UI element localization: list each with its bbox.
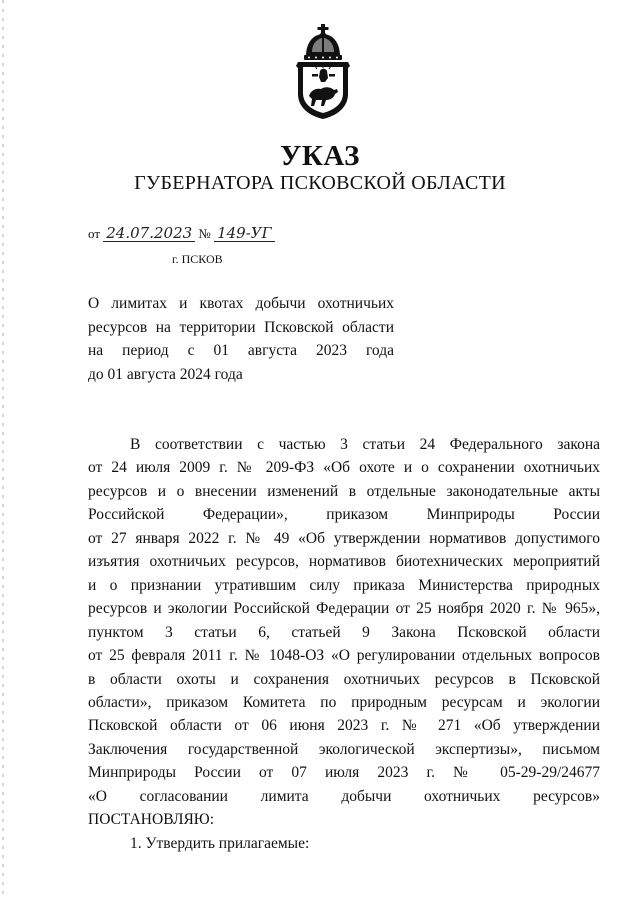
- number-label: №: [198, 226, 211, 241]
- number-field: [214, 226, 274, 242]
- body-line: Минприроды России от 07 июля 2023 г. № 05-29-29/24677: [88, 764, 600, 782]
- body-line: пунктом 3 статьи 6, статьей 9 Закона Псковской области: [88, 623, 600, 641]
- decree-title: УКАЗ: [280, 140, 360, 172]
- body-line: Российской Федерации», приказом Минприроды России: [88, 506, 600, 524]
- subject-line: до 01 августа 2024 года: [88, 365, 243, 383]
- body-line: Заключения государственной экологической экспертизы», письмом: [88, 740, 600, 758]
- body-line: в области охоты и сохранения охотничьих ресурсов в Псковской: [88, 670, 600, 688]
- body-line: ресурсов и экологии Российской Федерации от 25 ноября 2020 г. № 965»,: [88, 600, 600, 618]
- body-line: 1. Утвердить прилагаемые:: [130, 834, 310, 852]
- coat-of-arms-emblem: [290, 22, 356, 120]
- subject-line: О лимитах и квотах добычи охотничьих: [88, 295, 394, 312]
- decree-number: 149-УГ: [217, 224, 272, 242]
- date-number-line: [88, 226, 275, 242]
- body-line: области», приказом Комитета по природным ресурсам и экологии: [88, 693, 600, 711]
- body-line: и о признании утратившим силу приказа Министерства природных: [88, 576, 600, 594]
- body-line: Псковской области от 06 июня 2023 г. № 271 «Об утверждении: [88, 717, 600, 735]
- body-line: «О согласовании лимита добычи охотничьих ресурсов»: [88, 787, 600, 805]
- decree-subject: [88, 292, 394, 386]
- from-label: от: [88, 226, 101, 241]
- body-line: от 25 февраля 2011 г. № 1048-ОЗ «О регулировании отдельных вопросов: [88, 647, 600, 665]
- date-field: [103, 226, 195, 242]
- issuer-subtitle: ГУБЕРНАТОРА ПСКОВСКОЙ ОБЛАСТИ: [134, 172, 506, 194]
- decree-body: [88, 433, 600, 855]
- subject-line: на период с 01 августа 2023 года: [88, 342, 394, 359]
- subject-line: ресурсов на территории Псковской области: [88, 318, 394, 336]
- body-line: В соответствии с частью 3 статьи 24 Федерального закона: [130, 436, 600, 453]
- scan-edge: [2, 0, 4, 899]
- decree-date: 24.07.2023: [106, 224, 193, 242]
- city-label: г. ПСКОВ: [172, 252, 223, 266]
- body-line: изъятия охотничьих ресурсов, нормативов биотехнических мероприятий: [88, 553, 600, 571]
- body-line: ресурсов и о внесении изменений в отдельные законодательные акты: [88, 482, 600, 500]
- body-line: от 24 июля 2009 г. № 209-ФЗ «Об охоте и о сохранении охотничьих: [88, 459, 600, 477]
- body-line: от 27 января 2022 г. № 49 «Об утверждении нормативов допустимого: [88, 529, 600, 547]
- body-line: ПОСТАНОВЛЯЮ:: [88, 811, 215, 829]
